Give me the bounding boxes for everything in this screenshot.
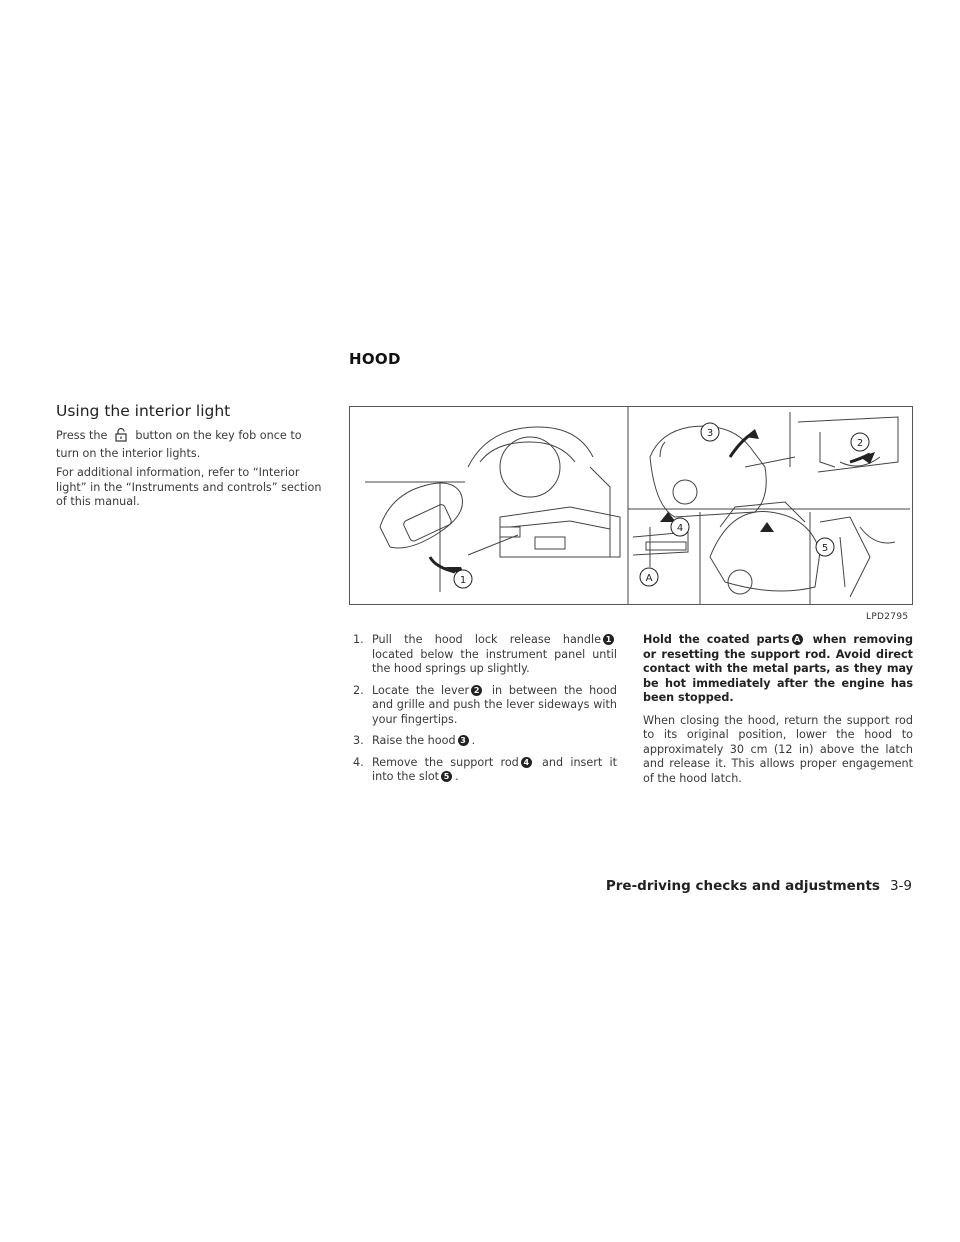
warning-badge: A xyxy=(792,634,803,645)
footer-chapter: Pre-driving checks and adjustments xyxy=(605,878,880,894)
step-number: 4. xyxy=(353,755,364,769)
step-text-cont: . xyxy=(471,734,476,747)
interior-light-paragraph-1 xyxy=(56,428,328,461)
callout-4: 4 xyxy=(676,523,684,534)
step-badge: 1 xyxy=(603,634,614,645)
callout-1: 1 xyxy=(459,575,467,586)
step-text: Raise the hood xyxy=(372,734,456,747)
step-badge: 2 xyxy=(471,685,482,696)
interior-light-heading: Using the interior light xyxy=(56,402,231,420)
warning-text: Hold the coated parts xyxy=(643,633,790,646)
step-text: Remove the support rod xyxy=(372,755,519,769)
footer-page-number: 3-9 xyxy=(889,878,912,894)
step-text-cont: located below the instrument panel until the hood springs up slightly. xyxy=(372,647,617,675)
warning-text-cont: when removing or resetting the support rod. Avoid direct contact with the metal parts, as they may be hot immediately after the engine has been stopped. xyxy=(643,633,913,704)
callout-3: 3 xyxy=(706,428,714,439)
section-title: HOOD xyxy=(349,350,401,368)
step-2 xyxy=(353,684,617,728)
step-number: 2. xyxy=(353,683,364,697)
callout-2: 2 xyxy=(856,438,864,449)
step-number: 1. xyxy=(353,633,364,646)
hood-steps-list xyxy=(353,633,617,792)
illustration-svg xyxy=(350,407,913,605)
step-text-end: . xyxy=(455,770,459,783)
closing-note: When closing the hood, return the support rod to its original position, lower the hood to approximately 30 cm (12 in) above the latch and release it. This allows proper engagement of the hood latch. xyxy=(643,713,913,785)
step-badge: 3 xyxy=(458,735,469,746)
figure-code: LPD2795 xyxy=(866,612,909,622)
hood-opening-illustration xyxy=(349,406,913,605)
step-badge: 5 xyxy=(441,771,452,782)
key-fob-unlock-icon xyxy=(115,428,127,447)
interior-light-section xyxy=(56,402,328,515)
step-badge: 4 xyxy=(521,757,532,768)
callout-5: 5 xyxy=(821,543,829,554)
step-text-cont: in between the hood and grille and push the lever sideways with your fingertips. xyxy=(372,683,617,726)
step-number: 3. xyxy=(353,734,364,747)
step-1 xyxy=(353,633,617,677)
step-4 xyxy=(353,756,617,785)
p1-after: button on the key fob once to turn on the interior lights. xyxy=(56,429,302,460)
step-3 xyxy=(353,734,617,749)
warning-paragraph xyxy=(643,633,913,706)
interior-light-paragraph-2: For additional information, refer to “Interior light” in the “Instruments and controls” section of this manual. xyxy=(56,466,322,508)
p1-before: Press the xyxy=(56,429,108,442)
callout-a: A xyxy=(645,573,653,584)
right-column xyxy=(643,633,913,794)
step-text: Pull the hood lock release handle xyxy=(372,633,601,646)
page-footer xyxy=(606,878,912,894)
step-text-cont: and insert it into the slot xyxy=(372,755,618,783)
step-text: Locate the lever xyxy=(372,683,470,697)
